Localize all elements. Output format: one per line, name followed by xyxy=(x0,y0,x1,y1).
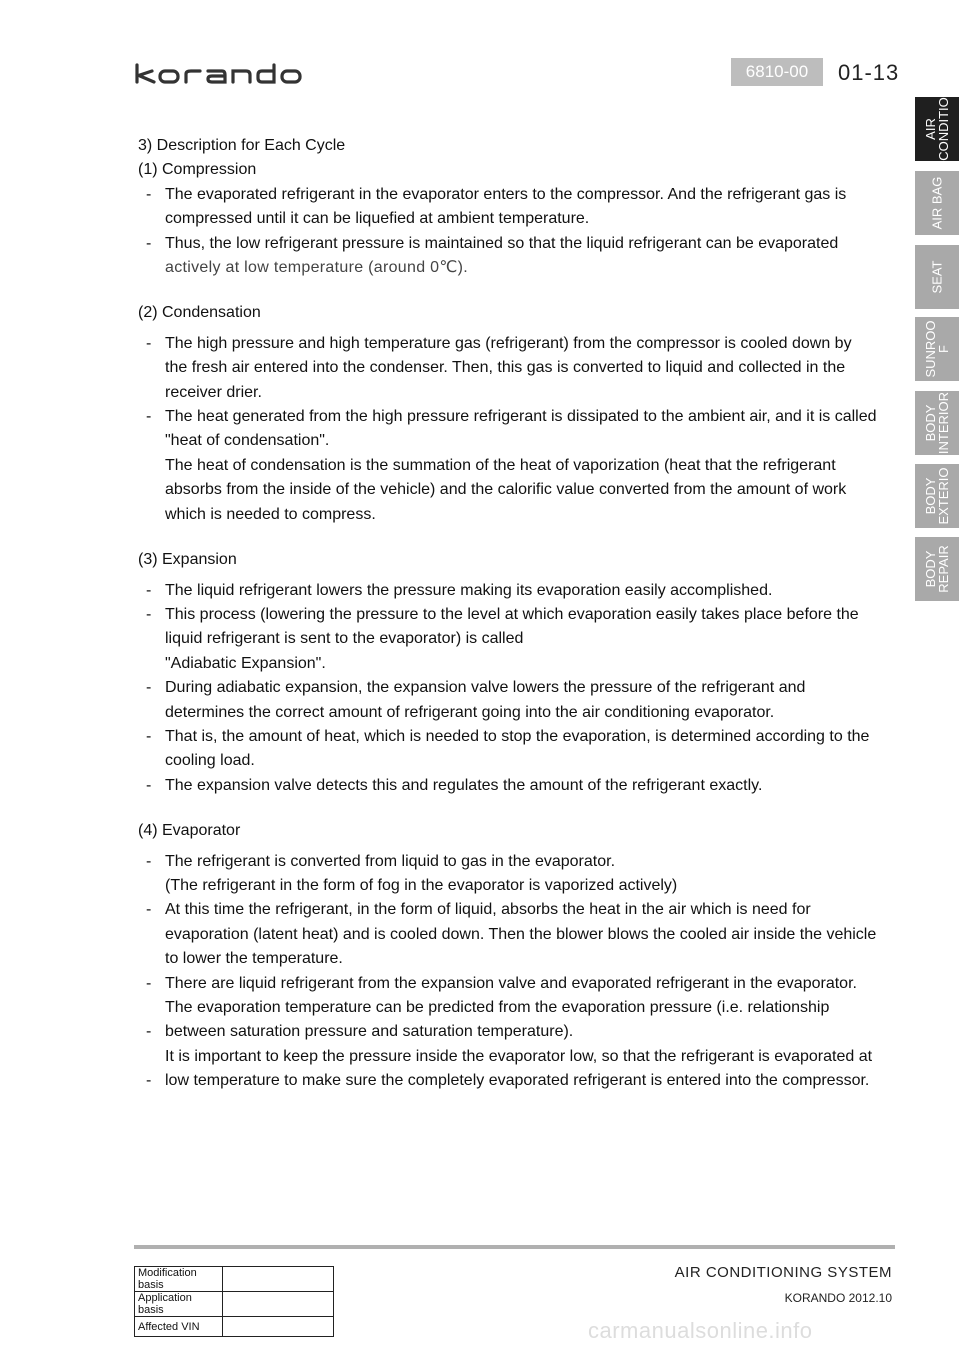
system-title: AIR CONDITIONING SYSTEM xyxy=(674,1264,892,1281)
dash-bullet: - xyxy=(146,605,152,623)
modification-basis-value xyxy=(223,1267,334,1292)
table-row xyxy=(135,1267,334,1292)
dash-bullet: - xyxy=(146,581,152,599)
list-item xyxy=(138,972,890,996)
dash-bullet: - xyxy=(146,852,152,870)
list-line xyxy=(138,1069,890,1093)
dash-bullet: - xyxy=(146,727,152,745)
list-line xyxy=(138,1045,890,1069)
list-item xyxy=(138,332,890,405)
tab-label: BODY REPAIR xyxy=(923,545,951,593)
text-line: It is important to keep the pressure inside the evaporator low, so that the refrigerant is evaporated at xyxy=(165,1047,873,1065)
compression-heading: (1) Compression xyxy=(138,161,257,179)
list-item xyxy=(138,579,890,603)
text-line: The heat generated from the high pressure refrigerant is dissipated to the ambient air, and it is called xyxy=(165,408,877,426)
list-item xyxy=(138,850,890,899)
affected-vin-label: Affected VIN xyxy=(135,1317,223,1337)
dash-bullet: - xyxy=(146,234,152,252)
list-item xyxy=(138,676,890,725)
tab-air-bag[interactable] xyxy=(914,170,960,236)
text-line: low temperature to make sure the completely evaporated refrigerant is entered into the compressor. xyxy=(165,1072,870,1090)
model-year: KORANDO 2012.10 xyxy=(784,1291,892,1305)
dash-bullet: - xyxy=(146,408,152,426)
list-item xyxy=(138,898,890,971)
tab-body-repair[interactable] xyxy=(914,536,960,602)
text-line: The heat of condensation is the summation of the heat of vaporization (heat that the refrigerant xyxy=(165,456,836,474)
watermark: carmanualsonline.info xyxy=(588,1318,813,1343)
list-item xyxy=(138,725,890,774)
tab-body-exterior[interactable] xyxy=(914,463,960,529)
korando-logo xyxy=(134,62,314,91)
list-line xyxy=(138,1020,890,1044)
dash-bullet: - xyxy=(146,679,152,697)
text-line: The expansion valve detects this and regulates the amount of the refrigerant exactly. xyxy=(165,776,763,794)
text-line: to lower the temperature. xyxy=(165,950,343,968)
text-line: "heat of condensation". xyxy=(165,432,330,450)
tab-label: AIR CONDITIO xyxy=(923,97,951,161)
tab-label: BODY INTERIOR xyxy=(923,391,951,455)
dash-bullet: - xyxy=(146,974,152,992)
dash-bullet: - xyxy=(146,334,152,352)
text-line: receiver drier. xyxy=(165,383,262,401)
expansion-heading: (3) Expansion xyxy=(138,551,237,569)
page-content xyxy=(138,134,890,1115)
text-line: During adiabatic expansion, the expansion valve lowers the pressure of the refrigerant and xyxy=(165,679,806,697)
text-line: the fresh air entered into the condenser. Then, this gas is converted to liquid and collected in the xyxy=(165,359,846,377)
table-row xyxy=(135,1317,334,1337)
text-line: There are liquid refrigerant from the expansion valve and evaporated refrigerant in the evaporator. xyxy=(165,974,857,992)
affected-vin-value xyxy=(223,1317,334,1337)
dash-bullet: - xyxy=(146,776,152,794)
brand-name xyxy=(314,62,315,63)
dash-bullet: - xyxy=(146,1072,152,1090)
dash-bullet: - xyxy=(146,185,152,203)
dash-bullet: - xyxy=(146,1023,152,1041)
tab-body-interior[interactable] xyxy=(914,390,960,456)
text-line: At this time the refrigerant, in the form of liquid, absorbs the heat in the air which is need for xyxy=(165,901,811,919)
text-line: The refrigerant is converted from liquid to gas in the evaporator. xyxy=(165,852,616,870)
list-line xyxy=(138,996,890,1020)
list-item xyxy=(138,232,890,281)
text-line: The evaporation temperature can be predicted from the evaporation pressure (i.e. relationship xyxy=(165,999,830,1016)
list-item xyxy=(138,774,890,798)
evaporator-section xyxy=(138,819,890,1093)
tab-label: SUNROO F xyxy=(923,320,951,378)
text-line: The liquid refrigerant lowers the pressure making its evaporation easily accomplished. xyxy=(165,581,773,599)
section-title: 3) Description for Each Cycle xyxy=(138,137,346,154)
text-line: actively at low temperature (around 0℃). xyxy=(165,259,468,277)
tab-label: AIR BAG xyxy=(929,176,945,230)
text-line: cooling load. xyxy=(165,752,255,770)
tab-label: SEAT xyxy=(929,260,945,294)
text-line: between saturation pressure and saturation temperature). xyxy=(165,1023,574,1041)
revision-table xyxy=(134,1266,334,1337)
dash-bullet: - xyxy=(146,901,152,919)
text-line: (The refrigerant in the form of fog in the evaporator is vaporized actively) xyxy=(165,876,678,894)
text-line: compressed until it can be liquefied at ambient temperature. xyxy=(165,210,590,228)
tab-seat[interactable] xyxy=(914,244,960,310)
text-line: The high pressure and high temperature gas (refrigerant) from the compressor is cooled down by xyxy=(165,334,852,352)
table-row xyxy=(135,1292,334,1317)
text-line: evaporation (latent heat) and is cooled down. Then the blower blows the cooled air inside the vehicle xyxy=(165,925,877,943)
modification-basis-label: Modification basis xyxy=(135,1267,223,1292)
list-item xyxy=(138,183,890,232)
text-line: Thus, the low refrigerant pressure is maintained so that the liquid refrigerant can be evaporated xyxy=(165,234,839,252)
tab-air-conditioning[interactable] xyxy=(914,96,960,162)
application-basis-label: Application basis xyxy=(135,1292,223,1317)
text-line: This process (lowering the pressure to the level at which evaporation easily takes place before the xyxy=(165,605,859,623)
text-line: liquid refrigerant is sent to the evaporator) is called xyxy=(165,630,524,648)
list-item xyxy=(138,405,890,527)
section-code-badge: 6810-00 xyxy=(731,58,823,86)
tab-label: BODY EXTERIO xyxy=(923,467,951,525)
compression-section xyxy=(138,158,890,280)
text-line: "Adiabatic Expansion". xyxy=(165,654,326,672)
list-item xyxy=(138,603,890,676)
footer-divider xyxy=(134,1245,895,1249)
text-line: absorbs from the inside of the vehicle) and the calorific value converted from the amount of work xyxy=(165,481,847,499)
application-basis-value xyxy=(223,1292,334,1317)
evaporator-heading: (4) Evaporator xyxy=(138,822,241,840)
expansion-section xyxy=(138,548,890,798)
text-line: The evaporated refrigerant in the evaporator enters to the compressor. And the refrigerant gas is xyxy=(165,185,847,203)
text-line: which is needed to compress. xyxy=(165,505,376,523)
condensation-heading: (2) Condensation xyxy=(138,304,261,322)
text-line: determines the correct amount of refrigerant going into the air conditioning evaporator. xyxy=(165,703,775,721)
text-line: That is, the amount of heat, which is needed to stop the evaporation, is determined according to the xyxy=(165,727,870,745)
condensation-section xyxy=(138,301,890,527)
page-number: 01-13 xyxy=(838,60,900,85)
tab-sunroof[interactable] xyxy=(914,316,960,382)
